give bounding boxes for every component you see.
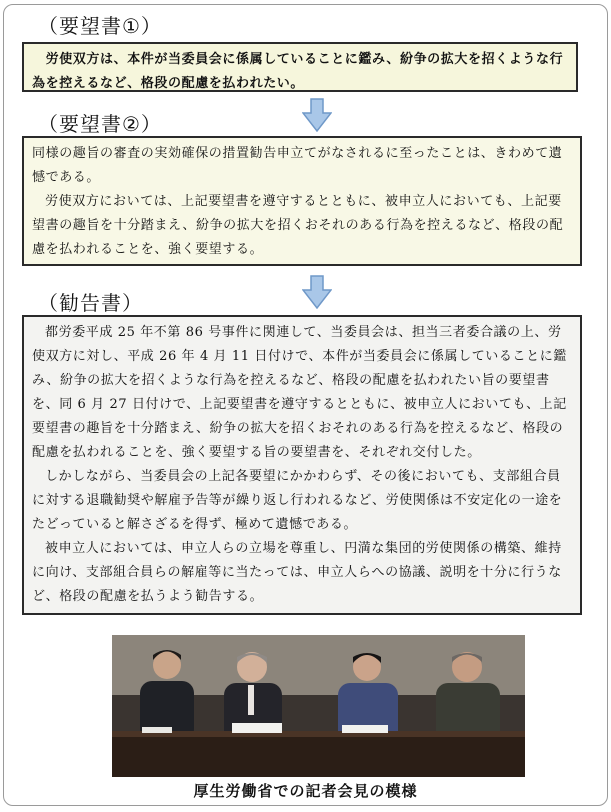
recommendation-paragraph-1: 都労委平成 25 年不第 86 号事件に関連して、当委員会は、担当三者委合議の上、労使双方に対し、平成 26 年 4 月 11 日付けで、本件が当委員会に係属していることに鑑み、紛争の拡大を招くような行為を控えるなど、格段の配慮を払われたい旨の要望書を、同 6 月 27 日付けで、上記要望書を遵守するとともに、被申立人においても、上記要望書の趣旨を十分踏まえ、紛争の拡大を招くおそれのある行為を控えるなど、格段の配慮を払われることを、強く要望する旨の要望書を、それぞれ交付した。 bbox=[32, 325, 567, 460]
recommendation-paragraph-2: しかしながら、当委員会の上記各要望にかかわらず、その後においても、支部組合員に対する退職勧奨や解雇予告等が繰り返し行われるなど、労使関係は不安定化の一途をたどっていると解さざるを得ず、極めて遺憾である。 bbox=[32, 469, 563, 532]
photo-caption: 厚生労働省での記者会見の模様 bbox=[193, 782, 418, 800]
heading-request-1: （要望書①） bbox=[38, 14, 162, 38]
request-2-paragraph-2: 労使双方においては、上記要望書を遵守するとともに、被申立人においても、上記要望書の趣旨を十分踏まえ、紛争の拡大を招くおそれのある行為を控えるなど、格段の配慮を払われることを、強く要望する。 bbox=[32, 194, 564, 257]
request-1-box bbox=[22, 42, 578, 92]
heading-request-2: （要望書②） bbox=[38, 112, 162, 136]
down-arrow-icon bbox=[302, 275, 332, 309]
request-1-text: 労使双方は、本件が当委員会に係属していることに鑑み、紛争の拡大を招くような行為を控えるなど、格段の配慮を払われたい。 bbox=[32, 52, 564, 91]
press-conference-photo bbox=[112, 635, 525, 777]
down-arrow-icon bbox=[302, 98, 332, 132]
heading-recommendation: （勧告書） bbox=[38, 291, 143, 315]
recommendation-box bbox=[22, 315, 582, 615]
request-2-paragraph-1: 同様の趣旨の審査の実効確保の措置勧告申立てがなされるに至ったことは、きわめて遺憾である。 bbox=[32, 146, 563, 185]
recommendation-paragraph-3: 被申立人においては、申立人らの立場を尊重し、円満な集団的労使関係の構築、維持に向け、支部組合員らの解雇等に当たっては、申立人らへの協議、説明を十分に行うなど、格段の配慮を払うよう勧告する。 bbox=[32, 541, 562, 604]
request-2-box bbox=[22, 136, 582, 266]
